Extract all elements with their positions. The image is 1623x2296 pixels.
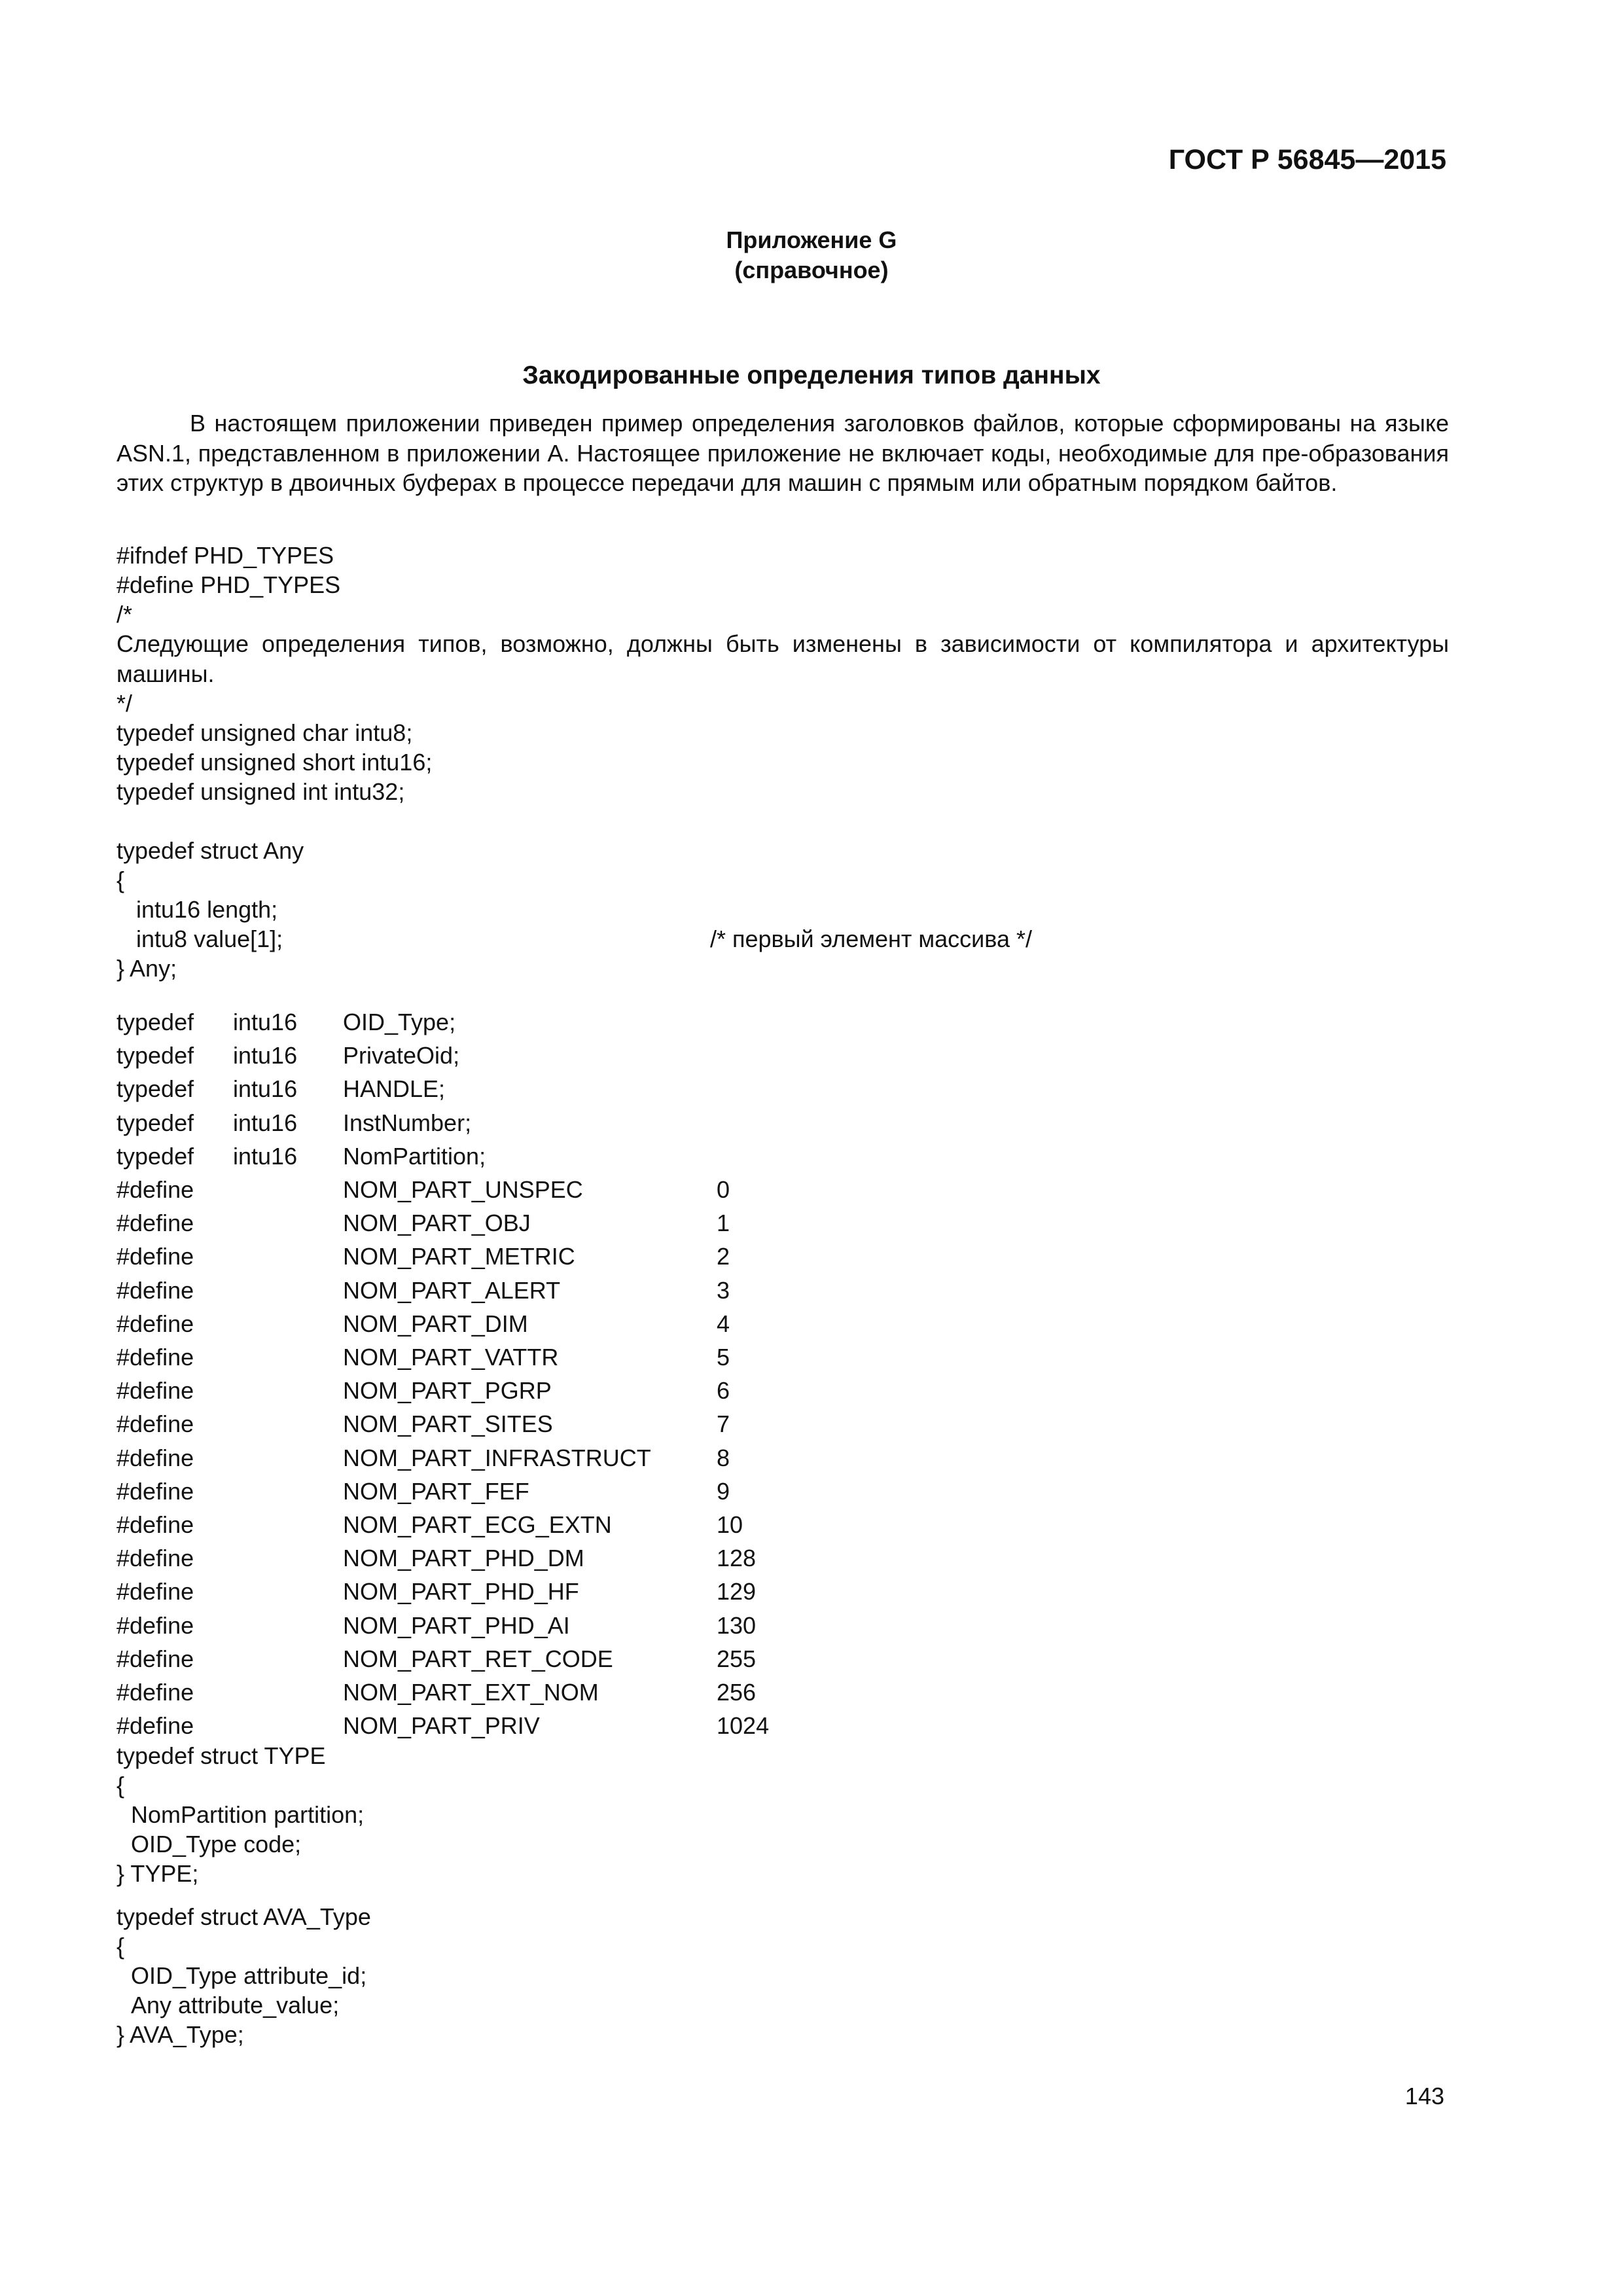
define-value: 9: [717, 1477, 730, 1505]
define-name: NOM_PART_PHD_AI: [343, 1611, 570, 1639]
define-name: NOM_PART_VATTR: [343, 1344, 559, 1371]
define-value: 8: [717, 1444, 730, 1471]
define-keyword: #define: [116, 1679, 194, 1706]
define-keyword: #define: [116, 1344, 194, 1371]
typedef-keyword: typedef: [116, 1142, 194, 1170]
code-ava-field-id: OID_Type attribute_id;: [131, 1962, 367, 1989]
code-type-field-code: OID_Type code;: [131, 1831, 302, 1857]
define-name: NOM_PART_RET_CODE: [343, 1645, 613, 1672]
define-value: 1024: [717, 1712, 770, 1740]
code-comment-close: */: [116, 690, 133, 717]
define-value: 129: [717, 1578, 757, 1605]
code-ifndef: #ifndef PHD_TYPES: [116, 542, 334, 569]
appendix-subtitle: (справочное): [734, 257, 889, 283]
define-name: NOM_PART_DIM: [343, 1310, 528, 1337]
define-keyword: #define: [116, 1310, 194, 1337]
appendix-title: Приложение G: [726, 226, 897, 253]
code-ava-open: typedef struct AVA_Type: [116, 1903, 371, 1930]
code-any-field-comment: /* первый элемент массива */: [710, 925, 1033, 952]
define-value: 5: [717, 1344, 730, 1371]
define-keyword: #define: [116, 1578, 194, 1605]
typedef-name: InstNumber;: [343, 1109, 472, 1136]
code-type-open: typedef struct TYPE: [116, 1742, 326, 1769]
standard-number: ГОСТ Р 56845—2015: [1168, 144, 1446, 175]
define-keyword: #define: [116, 1210, 194, 1237]
page-number: 143: [1404, 2083, 1444, 2109]
code-any-brace-open: {: [116, 867, 125, 893]
define-value: 6: [717, 1377, 730, 1405]
define-name: NOM_PART_ALERT: [343, 1276, 561, 1304]
typedef-keyword: typedef: [116, 1075, 194, 1103]
define-name: NOM_PART_ECG_EXTN: [343, 1511, 612, 1538]
typedef-name: NomPartition;: [343, 1142, 486, 1170]
typedef-type: intu16: [233, 1009, 298, 1035]
define-keyword: #define: [116, 1645, 194, 1672]
define-keyword: #define: [116, 1611, 194, 1639]
define-value: 256: [717, 1679, 757, 1706]
typedef-name: PrivateOid;: [343, 1042, 460, 1069]
code-define: #define PHD_TYPES: [116, 571, 341, 598]
define-value: 1: [717, 1210, 730, 1237]
define-value: 4: [717, 1310, 730, 1337]
code-typedef-u16: typedef unsigned short intu16;: [116, 749, 433, 776]
define-name: NOM_PART_PGRP: [343, 1377, 552, 1405]
typedef-type: intu16: [233, 1142, 298, 1170]
typedef-keyword: typedef: [116, 1042, 194, 1069]
typedef-name: HANDLE;: [343, 1075, 446, 1103]
code-type-brace-open: {: [116, 1772, 125, 1799]
code-type-field-partition: NomPartition partition;: [131, 1801, 365, 1828]
define-name: NOM_PART_FEF: [343, 1477, 529, 1505]
code-any-field-value: intu8 value[1];: [136, 925, 283, 952]
define-keyword: #define: [116, 1176, 194, 1203]
define-name: NOM_PART_PRIV: [343, 1712, 540, 1740]
code-any-close: } Any;: [116, 955, 177, 982]
code-type-close: } TYPE;: [116, 1860, 199, 1887]
define-name: NOM_PART_UNSPEC: [343, 1176, 583, 1203]
define-name: NOM_PART_PHD_DM: [343, 1545, 584, 1572]
typedef-type: intu16: [233, 1042, 298, 1069]
typedef-type: intu16: [233, 1109, 298, 1136]
code-ava-close: } AVA_Type;: [116, 2021, 244, 2048]
define-keyword: #define: [116, 1545, 194, 1572]
code-typedef-u8: typedef unsigned char intu8;: [116, 719, 413, 746]
typedef-name: OID_Type;: [343, 1009, 456, 1035]
typedef-keyword: typedef: [116, 1009, 194, 1035]
code-any-open: typedef struct Any: [116, 837, 304, 864]
define-keyword: #define: [116, 1712, 194, 1740]
define-value: 255: [717, 1645, 757, 1672]
define-value: 7: [717, 1410, 730, 1438]
define-name: NOM_PART_SITES: [343, 1410, 553, 1438]
code-typedef-u32: typedef unsigned int intu32;: [116, 778, 405, 805]
code-comment-open: /*: [116, 601, 133, 628]
define-value: 128: [717, 1545, 757, 1572]
define-keyword: #define: [116, 1511, 194, 1538]
define-name: NOM_PART_INFRASTRUCT: [343, 1444, 651, 1471]
define-keyword: #define: [116, 1477, 194, 1505]
define-name: NOM_PART_OBJ: [343, 1210, 531, 1237]
define-value: 2: [717, 1243, 730, 1270]
code-any-field-length: intu16 length;: [136, 896, 278, 923]
define-value: 130: [717, 1611, 757, 1639]
define-keyword: #define: [116, 1444, 194, 1471]
define-keyword: #define: [116, 1377, 194, 1405]
code-ava-brace-open: {: [116, 1933, 125, 1960]
code-comment-text: Следующие определения типов, возможно, должны быть изменены в зависимости от компилятора и архитектуры машины.: [116, 630, 1449, 687]
code-ava-field-value: Any attribute_value;: [131, 1992, 340, 2018]
define-value: 0: [717, 1176, 730, 1203]
define-name: NOM_PART_EXT_NOM: [343, 1679, 599, 1706]
define-name: NOM_PART_METRIC: [343, 1243, 575, 1270]
define-keyword: #define: [116, 1243, 194, 1270]
typedef-keyword: typedef: [116, 1109, 194, 1136]
intro-paragraph: В настоящем приложении приведен пример определения заголовков файлов, которые сформированы на языке ASN.1, представленном в приложении А. Настоящее приложение не включает коды, необходимые для пре-образования этих структур в двоичных буферах в процессе передачи для машин с прямым или обратным порядком байтов.: [116, 410, 1449, 496]
define-keyword: #define: [116, 1276, 194, 1304]
define-value: 10: [717, 1511, 743, 1538]
define-name: NOM_PART_PHD_HF: [343, 1578, 579, 1605]
section-title: Закодированные определения типов данных: [522, 361, 1101, 389]
define-value: 3: [717, 1276, 730, 1304]
define-keyword: #define: [116, 1410, 194, 1438]
typedef-type: intu16: [233, 1075, 298, 1103]
